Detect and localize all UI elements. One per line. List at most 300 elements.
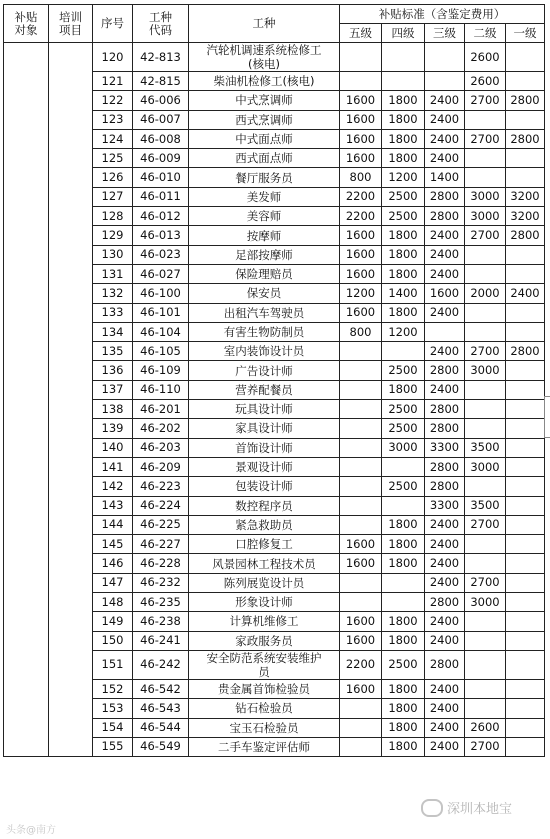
level-4-cell: 1800 — [382, 699, 425, 718]
level-2-cell: 3500 — [465, 438, 506, 457]
level-1-cell: 2800 — [506, 129, 545, 148]
table-row — [4, 43, 545, 72]
level-2-cell: 3000 — [465, 187, 506, 206]
seq-cell: 128 — [93, 207, 133, 226]
level-1-cell: 2400 — [506, 284, 545, 303]
code-cell: 46-232 — [133, 573, 189, 592]
type-cell: 紧急救助员 — [189, 515, 340, 534]
seq-cell: 135 — [93, 342, 133, 361]
table-body — [4, 43, 545, 757]
level-2-cell — [465, 303, 506, 322]
type-cell: 二手车鉴定评估师 — [189, 737, 340, 756]
header-standard: 补贴标准（含鉴定费用） — [340, 5, 545, 24]
code-cell: 46-109 — [133, 361, 189, 380]
level-1-cell — [506, 72, 545, 91]
level-3-cell: 1400 — [425, 168, 465, 187]
code-cell: 42-813 — [133, 43, 189, 72]
type-cell: 家具设计师 — [189, 419, 340, 438]
level-5-cell: 1600 — [340, 264, 382, 283]
level-3-cell: 2800 — [425, 477, 465, 496]
level-1-cell — [506, 322, 545, 341]
level-2-cell — [465, 380, 506, 399]
level-5-cell: 2200 — [340, 207, 382, 226]
type-cell: 柴油机检修工(核电) — [189, 72, 340, 91]
level-3-cell: 2800 — [425, 361, 465, 380]
level-3-cell: 2400 — [425, 380, 465, 399]
level-4-cell: 1200 — [382, 322, 425, 341]
scroll-edge-marker — [544, 396, 550, 438]
seq-cell: 143 — [93, 496, 133, 515]
watermark-right-text: 深圳本地宝 — [447, 802, 513, 817]
code-cell: 46-202 — [133, 419, 189, 438]
level-3-cell — [425, 43, 465, 72]
level-5-cell — [340, 737, 382, 756]
level-4-cell: 2500 — [382, 361, 425, 380]
seq-cell: 140 — [93, 438, 133, 457]
seq-cell: 152 — [93, 679, 133, 698]
level-5-cell: 800 — [340, 322, 382, 341]
level-1-cell — [506, 699, 545, 718]
level-4-cell: 1800 — [382, 226, 425, 245]
seq-cell: 139 — [93, 419, 133, 438]
subsidy-table — [3, 4, 545, 757]
level-3-cell — [425, 72, 465, 91]
level-1-cell: 2800 — [506, 91, 545, 110]
type-cell: 保安员 — [189, 284, 340, 303]
header-type: 工种 — [189, 5, 340, 43]
level-1-cell — [506, 737, 545, 756]
level-2-cell — [465, 679, 506, 698]
level-2-cell: 2700 — [465, 226, 506, 245]
code-cell: 46-542 — [133, 679, 189, 698]
code-cell: 46-549 — [133, 737, 189, 756]
type-cell: 陈列展览设计员 — [189, 573, 340, 592]
level-2-cell — [465, 554, 506, 573]
type-cell: 安全防范系统安装维护 员 — [189, 650, 340, 679]
seq-cell: 136 — [93, 361, 133, 380]
level-2-cell: 2700 — [465, 342, 506, 361]
level-5-cell — [340, 43, 382, 72]
level-4-cell: 1800 — [382, 737, 425, 756]
level-5-cell: 1200 — [340, 284, 382, 303]
level-2-cell: 3000 — [465, 593, 506, 612]
seq-cell: 121 — [93, 72, 133, 91]
level-5-cell: 2200 — [340, 650, 382, 679]
level-5-cell — [340, 419, 382, 438]
level-4-cell — [382, 457, 425, 476]
type-cell: 首饰设计师 — [189, 438, 340, 457]
training-item-cell — [49, 43, 93, 757]
code-cell: 46-009 — [133, 149, 189, 168]
level-1-cell — [506, 264, 545, 283]
level-4-cell: 2500 — [382, 207, 425, 226]
code-cell: 46-241 — [133, 631, 189, 650]
level-5-cell — [340, 496, 382, 515]
level-5-cell — [340, 477, 382, 496]
code-cell: 42-815 — [133, 72, 189, 91]
level-5-cell — [340, 515, 382, 534]
type-cell: 景观设计师 — [189, 457, 340, 476]
code-cell: 46-010 — [133, 168, 189, 187]
level-3-cell: 2400 — [425, 264, 465, 283]
level-1-cell — [506, 535, 545, 554]
type-cell: 西式面点师 — [189, 149, 340, 168]
level-1-cell — [506, 43, 545, 72]
watermark-right — [421, 798, 512, 817]
seq-cell: 141 — [93, 457, 133, 476]
level-3-cell: 2400 — [425, 737, 465, 756]
type-cell: 室内装饰设计员 — [189, 342, 340, 361]
level-3-cell: 3300 — [425, 438, 465, 457]
level-3-cell: 2400 — [425, 554, 465, 573]
level-1-cell — [506, 554, 545, 573]
level-1-cell — [506, 361, 545, 380]
level-2-cell: 2000 — [465, 284, 506, 303]
subsidy-target-cell — [4, 43, 49, 757]
seq-cell: 154 — [93, 718, 133, 737]
seq-cell: 131 — [93, 264, 133, 283]
level-2-cell: 3500 — [465, 496, 506, 515]
seq-cell: 125 — [93, 149, 133, 168]
level-5-cell: 1600 — [340, 245, 382, 264]
level-1-cell — [506, 650, 545, 679]
code-cell: 46-201 — [133, 400, 189, 419]
watermark-left: 头条@南方 — [6, 825, 56, 836]
level-5-cell: 800 — [340, 168, 382, 187]
type-cell: 中式烹调师 — [189, 91, 340, 110]
level-3-cell: 2800 — [425, 400, 465, 419]
level-3-cell: 2400 — [425, 573, 465, 592]
level-3-cell: 2400 — [425, 699, 465, 718]
level-3-cell: 2800 — [425, 419, 465, 438]
level-4-cell: 2500 — [382, 400, 425, 419]
level-4-cell: 1200 — [382, 168, 425, 187]
level-4-cell — [382, 593, 425, 612]
code-cell: 46-013 — [133, 226, 189, 245]
level-2-cell — [465, 612, 506, 631]
type-cell: 包装设计师 — [189, 477, 340, 496]
level-5-cell: 1600 — [340, 149, 382, 168]
level-3-cell: 2400 — [425, 226, 465, 245]
level-2-cell — [465, 477, 506, 496]
level-2-cell: 2700 — [465, 129, 506, 148]
header-level-4: 四级 — [382, 24, 425, 43]
level-1-cell — [506, 380, 545, 399]
level-2-cell: 2600 — [465, 718, 506, 737]
type-cell: 中式面点师 — [189, 129, 340, 148]
level-1-cell — [506, 496, 545, 515]
level-1-cell — [506, 149, 545, 168]
level-5-cell: 1600 — [340, 612, 382, 631]
level-5-cell: 1600 — [340, 303, 382, 322]
level-3-cell: 2400 — [425, 515, 465, 534]
type-cell: 按摩师 — [189, 226, 340, 245]
seq-cell: 155 — [93, 737, 133, 756]
level-5-cell — [340, 718, 382, 737]
level-1-cell — [506, 631, 545, 650]
level-2-cell — [465, 168, 506, 187]
level-5-cell: 1600 — [340, 535, 382, 554]
level-5-cell: 1600 — [340, 110, 382, 129]
level-1-cell — [506, 419, 545, 438]
level-4-cell: 1800 — [382, 245, 425, 264]
level-1-cell: 3200 — [506, 187, 545, 206]
code-cell: 46-225 — [133, 515, 189, 534]
type-cell: 家政服务员 — [189, 631, 340, 650]
level-4-cell: 1400 — [382, 284, 425, 303]
level-4-cell: 1800 — [382, 718, 425, 737]
code-cell: 46-100 — [133, 284, 189, 303]
code-cell: 46-235 — [133, 593, 189, 612]
level-4-cell: 1800 — [382, 149, 425, 168]
seq-cell: 124 — [93, 129, 133, 148]
level-3-cell: 2400 — [425, 110, 465, 129]
level-2-cell: 2700 — [465, 91, 506, 110]
level-5-cell — [340, 72, 382, 91]
code-cell: 46-008 — [133, 129, 189, 148]
level-4-cell: 1800 — [382, 554, 425, 573]
level-2-cell — [465, 699, 506, 718]
level-4-cell — [382, 342, 425, 361]
level-5-cell — [340, 457, 382, 476]
type-cell: 西式烹调师 — [189, 110, 340, 129]
type-cell: 保险理赔员 — [189, 264, 340, 283]
type-cell: 美发师 — [189, 187, 340, 206]
level-5-cell — [340, 438, 382, 457]
level-3-cell: 2800 — [425, 207, 465, 226]
code-cell: 46-228 — [133, 554, 189, 573]
code-cell: 46-105 — [133, 342, 189, 361]
level-3-cell: 2800 — [425, 593, 465, 612]
level-2-cell — [465, 264, 506, 283]
header-level-5: 五级 — [340, 24, 382, 43]
level-5-cell: 1600 — [340, 679, 382, 698]
wechat-icon — [421, 799, 443, 817]
code-cell: 46-238 — [133, 612, 189, 631]
level-4-cell — [382, 496, 425, 515]
seq-cell: 153 — [93, 699, 133, 718]
level-5-cell: 1600 — [340, 554, 382, 573]
type-cell: 汽轮机调速系统检修工 (核电) — [189, 43, 340, 72]
level-3-cell: 2400 — [425, 535, 465, 554]
level-5-cell: 1600 — [340, 631, 382, 650]
seq-cell: 127 — [93, 187, 133, 206]
type-cell: 数控程序员 — [189, 496, 340, 515]
level-2-cell: 2700 — [465, 737, 506, 756]
level-2-cell: 3000 — [465, 207, 506, 226]
seq-cell: 144 — [93, 515, 133, 534]
level-3-cell: 2400 — [425, 631, 465, 650]
level-2-cell — [465, 149, 506, 168]
seq-cell: 142 — [93, 477, 133, 496]
level-2-cell: 3000 — [465, 361, 506, 380]
level-4-cell: 3000 — [382, 438, 425, 457]
level-4-cell: 1800 — [382, 535, 425, 554]
seq-cell: 150 — [93, 631, 133, 650]
level-3-cell: 2400 — [425, 149, 465, 168]
type-cell: 玩具设计师 — [189, 400, 340, 419]
seq-cell: 133 — [93, 303, 133, 322]
level-3-cell — [425, 322, 465, 341]
level-3-cell: 2400 — [425, 718, 465, 737]
type-cell: 贵金属首饰检验员 — [189, 679, 340, 698]
level-2-cell — [465, 631, 506, 650]
level-1-cell: 3200 — [506, 207, 545, 226]
seq-cell: 129 — [93, 226, 133, 245]
code-cell: 46-007 — [133, 110, 189, 129]
header-code: 工种 代码 — [133, 5, 189, 43]
level-3-cell: 2400 — [425, 679, 465, 698]
seq-cell: 137 — [93, 380, 133, 399]
level-4-cell: 1800 — [382, 264, 425, 283]
header-level-2: 二级 — [465, 24, 506, 43]
type-cell: 钻石检验员 — [189, 699, 340, 718]
level-5-cell: 2200 — [340, 187, 382, 206]
level-5-cell — [340, 699, 382, 718]
type-cell: 形象设计师 — [189, 593, 340, 612]
seq-cell: 146 — [93, 554, 133, 573]
level-2-cell — [465, 322, 506, 341]
level-1-cell — [506, 679, 545, 698]
level-4-cell — [382, 573, 425, 592]
level-3-cell: 2800 — [425, 650, 465, 679]
header-seq: 序号 — [93, 5, 133, 43]
seq-cell: 148 — [93, 593, 133, 612]
code-cell: 46-227 — [133, 535, 189, 554]
code-cell: 46-110 — [133, 380, 189, 399]
level-4-cell: 1800 — [382, 303, 425, 322]
level-3-cell: 1600 — [425, 284, 465, 303]
seq-cell: 126 — [93, 168, 133, 187]
level-2-cell — [465, 400, 506, 419]
level-4-cell: 2500 — [382, 477, 425, 496]
level-2-cell: 2600 — [465, 72, 506, 91]
code-cell: 46-006 — [133, 91, 189, 110]
code-cell: 46-104 — [133, 322, 189, 341]
level-2-cell: 2700 — [465, 573, 506, 592]
level-1-cell — [506, 573, 545, 592]
level-3-cell: 2800 — [425, 457, 465, 476]
seq-cell: 132 — [93, 284, 133, 303]
level-1-cell — [506, 515, 545, 534]
type-cell: 宝玉石检验员 — [189, 718, 340, 737]
level-3-cell: 2400 — [425, 245, 465, 264]
code-cell: 46-543 — [133, 699, 189, 718]
level-4-cell: 2500 — [382, 650, 425, 679]
level-4-cell: 2500 — [382, 419, 425, 438]
level-1-cell — [506, 457, 545, 476]
level-4-cell: 1800 — [382, 380, 425, 399]
seq-cell: 147 — [93, 573, 133, 592]
level-5-cell — [340, 380, 382, 399]
level-5-cell: 1600 — [340, 129, 382, 148]
header-training-item: 培训 项目 — [49, 5, 93, 43]
seq-cell: 130 — [93, 245, 133, 264]
code-cell: 46-012 — [133, 207, 189, 226]
code-cell: 46-224 — [133, 496, 189, 515]
level-2-cell — [465, 245, 506, 264]
seq-cell: 138 — [93, 400, 133, 419]
code-cell: 46-027 — [133, 264, 189, 283]
header-subsidy-target: 补贴 对象 — [4, 5, 49, 43]
type-cell: 餐厅服务员 — [189, 168, 340, 187]
level-2-cell — [465, 110, 506, 129]
seq-cell: 134 — [93, 322, 133, 341]
seq-cell: 149 — [93, 612, 133, 631]
level-4-cell — [382, 43, 425, 72]
level-1-cell — [506, 438, 545, 457]
type-cell: 足部按摩师 — [189, 245, 340, 264]
level-1-cell — [506, 400, 545, 419]
type-cell: 广告设计师 — [189, 361, 340, 380]
level-2-cell: 2700 — [465, 515, 506, 534]
header-level-1: 一级 — [506, 24, 545, 43]
level-4-cell: 1800 — [382, 110, 425, 129]
seq-cell: 151 — [93, 650, 133, 679]
level-1-cell — [506, 303, 545, 322]
code-cell: 46-101 — [133, 303, 189, 322]
type-cell: 营养配餐员 — [189, 380, 340, 399]
level-1-cell — [506, 612, 545, 631]
level-1-cell — [506, 477, 545, 496]
level-3-cell: 2800 — [425, 187, 465, 206]
code-cell: 46-223 — [133, 477, 189, 496]
seq-cell: 122 — [93, 91, 133, 110]
level-5-cell — [340, 400, 382, 419]
level-5-cell: 1600 — [340, 91, 382, 110]
code-cell: 46-242 — [133, 650, 189, 679]
type-cell: 口腔修复工 — [189, 535, 340, 554]
code-cell: 46-011 — [133, 187, 189, 206]
seq-cell: 120 — [93, 43, 133, 72]
level-4-cell — [382, 72, 425, 91]
level-4-cell: 1800 — [382, 91, 425, 110]
code-cell: 46-203 — [133, 438, 189, 457]
level-5-cell — [340, 593, 382, 612]
level-3-cell: 2400 — [425, 303, 465, 322]
level-1-cell — [506, 718, 545, 737]
type-cell: 风景园林工程技术员 — [189, 554, 340, 573]
type-cell: 美容师 — [189, 207, 340, 226]
level-5-cell — [340, 361, 382, 380]
code-cell: 46-209 — [133, 457, 189, 476]
level-2-cell — [465, 650, 506, 679]
level-1-cell — [506, 593, 545, 612]
level-3-cell: 2400 — [425, 612, 465, 631]
level-1-cell — [506, 245, 545, 264]
type-cell: 有害生物防制员 — [189, 322, 340, 341]
level-1-cell — [506, 110, 545, 129]
level-2-cell — [465, 535, 506, 554]
seq-cell: 123 — [93, 110, 133, 129]
code-cell: 46-544 — [133, 718, 189, 737]
level-4-cell: 1800 — [382, 515, 425, 534]
level-5-cell — [340, 342, 382, 361]
level-5-cell: 1600 — [340, 226, 382, 245]
level-3-cell: 2400 — [425, 91, 465, 110]
level-4-cell: 1800 — [382, 679, 425, 698]
level-2-cell: 3000 — [465, 457, 506, 476]
level-2-cell — [465, 419, 506, 438]
type-cell: 计算机维修工 — [189, 612, 340, 631]
type-cell: 出租汽车驾驶员 — [189, 303, 340, 322]
seq-cell: 145 — [93, 535, 133, 554]
level-1-cell: 2800 — [506, 226, 545, 245]
level-3-cell: 3300 — [425, 496, 465, 515]
level-4-cell: 2500 — [382, 187, 425, 206]
level-1-cell — [506, 168, 545, 187]
level-4-cell: 1800 — [382, 631, 425, 650]
